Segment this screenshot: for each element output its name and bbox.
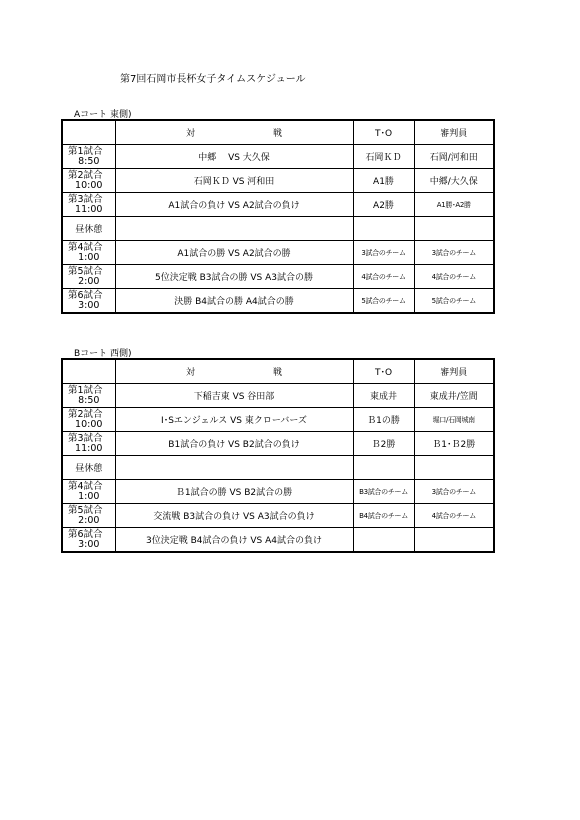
- slot-label: 第6試合: [68, 289, 103, 301]
- table-row: [62, 480, 494, 504]
- table-row: [62, 432, 494, 456]
- match-cell: 5位決定戦 B3試合の勝 VS A3試合の勝: [115, 265, 353, 289]
- header-match-left: 対: [185, 129, 195, 139]
- empty-cell: [353, 217, 414, 241]
- table-header-row: [62, 120, 494, 145]
- match-cell: 3位決定戦 B4試合の負け VS A4試合の負け: [115, 528, 353, 553]
- slot-label: 第1試合: [68, 384, 103, 396]
- table-row: [62, 408, 494, 432]
- referee-cell: 3試合のチーム: [414, 241, 494, 265]
- break-label: 昼休憩: [62, 217, 115, 241]
- referee-cell: 4試合のチーム: [414, 265, 494, 289]
- to-cell: 5試合のチーム: [353, 289, 414, 314]
- table-row: [62, 169, 494, 193]
- match-cell: 石岡ＫＤ VS 河和田: [115, 169, 353, 193]
- match-cell: A1試合の勝 VS A2試合の勝: [115, 241, 353, 265]
- slot-label: 第5試合: [68, 504, 103, 516]
- match-cell: 下稲吉東 VS 谷田部: [115, 384, 353, 408]
- slot-label: 第4試合: [68, 241, 103, 253]
- slot-cell: [62, 145, 115, 169]
- slot-time: 2:00: [78, 514, 100, 526]
- slot-cell: [62, 528, 115, 553]
- header-to-cell: T･O: [353, 359, 414, 384]
- header-match-right: 戦: [273, 129, 283, 139]
- slot-time: 10:00: [75, 179, 103, 191]
- empty-cell: [115, 456, 353, 480]
- header-slot-cell: [62, 120, 115, 145]
- slot-label: 第6試合: [68, 528, 103, 540]
- table-row: [62, 289, 494, 314]
- header-match-left: 対: [185, 368, 195, 378]
- slot-time: 1:00: [78, 251, 100, 263]
- header-referee-cell: 審判員: [414, 359, 494, 384]
- referee-cell: 東成井/笠間: [414, 384, 494, 408]
- match-cell: A1試合の負け VS A2試合の負け: [115, 193, 353, 217]
- slot-label: 第2試合: [68, 408, 103, 420]
- referee-cell: 4試合のチーム: [414, 504, 494, 528]
- header-to-cell: T･O: [353, 120, 414, 145]
- slot-cell: [62, 432, 115, 456]
- referee-cell: A1勝･A2勝: [414, 193, 494, 217]
- slot-time: 1:00: [78, 490, 100, 502]
- to-cell: A1勝: [353, 169, 414, 193]
- slot-time: 11:00: [75, 203, 103, 215]
- slot-label: 第3試合: [68, 193, 103, 205]
- court-a-label: Aコート 東側): [74, 110, 132, 120]
- referee-cell: 中郷/大久保: [414, 169, 494, 193]
- empty-cell: [115, 217, 353, 241]
- header-match-cell: [115, 359, 353, 384]
- table-row: [62, 241, 494, 265]
- table-row: [62, 504, 494, 528]
- match-cell: Ｂ1試合の勝 VS B2試合の勝: [115, 480, 353, 504]
- slot-label: 第2試合: [68, 169, 103, 181]
- referee-cell: [414, 528, 494, 553]
- slot-cell: [62, 193, 115, 217]
- to-cell: Ｂ2勝: [353, 432, 414, 456]
- slot-cell: [62, 408, 115, 432]
- table-row: [62, 265, 494, 289]
- to-cell: 3試合のチーム: [353, 241, 414, 265]
- table-header-row: [62, 359, 494, 384]
- header-referee-cell: 審判員: [414, 120, 494, 145]
- to-cell: A2勝: [353, 193, 414, 217]
- slot-time: 11:00: [75, 442, 103, 454]
- court-b-schedule-table: [61, 358, 495, 553]
- slot-cell: [62, 169, 115, 193]
- empty-cell: [414, 456, 494, 480]
- match-cell: 中郷 VS 大久保: [115, 145, 353, 169]
- court-b-label: Bコート 西側): [74, 349, 132, 359]
- slot-cell: [62, 241, 115, 265]
- slot-cell: [62, 504, 115, 528]
- page-title: 第7回石岡市長杯女子タイムスケジュール: [120, 74, 306, 85]
- slot-cell: [62, 289, 115, 314]
- referee-cell: Ｂ1･Ｂ2勝: [414, 432, 494, 456]
- slot-label: 第1試合: [68, 145, 103, 157]
- slot-label: 第3試合: [68, 432, 103, 444]
- to-cell: B3試合のチーム: [353, 480, 414, 504]
- slot-cell: [62, 384, 115, 408]
- slot-time: 3:00: [78, 299, 100, 311]
- header-match-cell: [115, 120, 353, 145]
- slot-time: 8:50: [78, 155, 100, 167]
- to-cell: 東成井: [353, 384, 414, 408]
- slot-label: 第4試合: [68, 480, 103, 492]
- slot-time: 8:50: [78, 394, 100, 406]
- table-row: [62, 384, 494, 408]
- header-match-right: 戦: [273, 368, 283, 378]
- match-cell: B1試合の負け VS B2試合の負け: [115, 432, 353, 456]
- match-cell: I･Sエンジェルス VS 東クローバーズ: [115, 408, 353, 432]
- to-cell: B4試合のチーム: [353, 504, 414, 528]
- match-cell: 交流戦 B3試合の負け VS A3試合の負け: [115, 504, 353, 528]
- table-row: [62, 528, 494, 553]
- to-cell: 石岡ＫＤ: [353, 145, 414, 169]
- referee-cell: 3試合のチーム: [414, 480, 494, 504]
- header-slot-cell: [62, 359, 115, 384]
- break-row: [62, 217, 494, 241]
- slot-time: 2:00: [78, 275, 100, 287]
- referee-cell: 石岡/河和田: [414, 145, 494, 169]
- slot-cell: [62, 265, 115, 289]
- break-row: [62, 456, 494, 480]
- to-cell: [353, 528, 414, 553]
- slot-cell: [62, 480, 115, 504]
- table-row: [62, 193, 494, 217]
- slot-time: 3:00: [78, 538, 100, 550]
- referee-cell: 5試合のチーム: [414, 289, 494, 314]
- to-cell: 4試合のチーム: [353, 265, 414, 289]
- empty-cell: [353, 456, 414, 480]
- slot-time: 10:00: [75, 418, 103, 430]
- to-cell: Ｂ1の勝: [353, 408, 414, 432]
- court-a-schedule-table: [61, 119, 495, 314]
- match-cell: 決勝 B4試合の勝 A4試合の勝: [115, 289, 353, 314]
- break-label: 昼休憩: [62, 456, 115, 480]
- empty-cell: [414, 217, 494, 241]
- table-row: [62, 145, 494, 169]
- slot-label: 第5試合: [68, 265, 103, 277]
- referee-cell: 堀口/石岡城南: [414, 408, 494, 432]
